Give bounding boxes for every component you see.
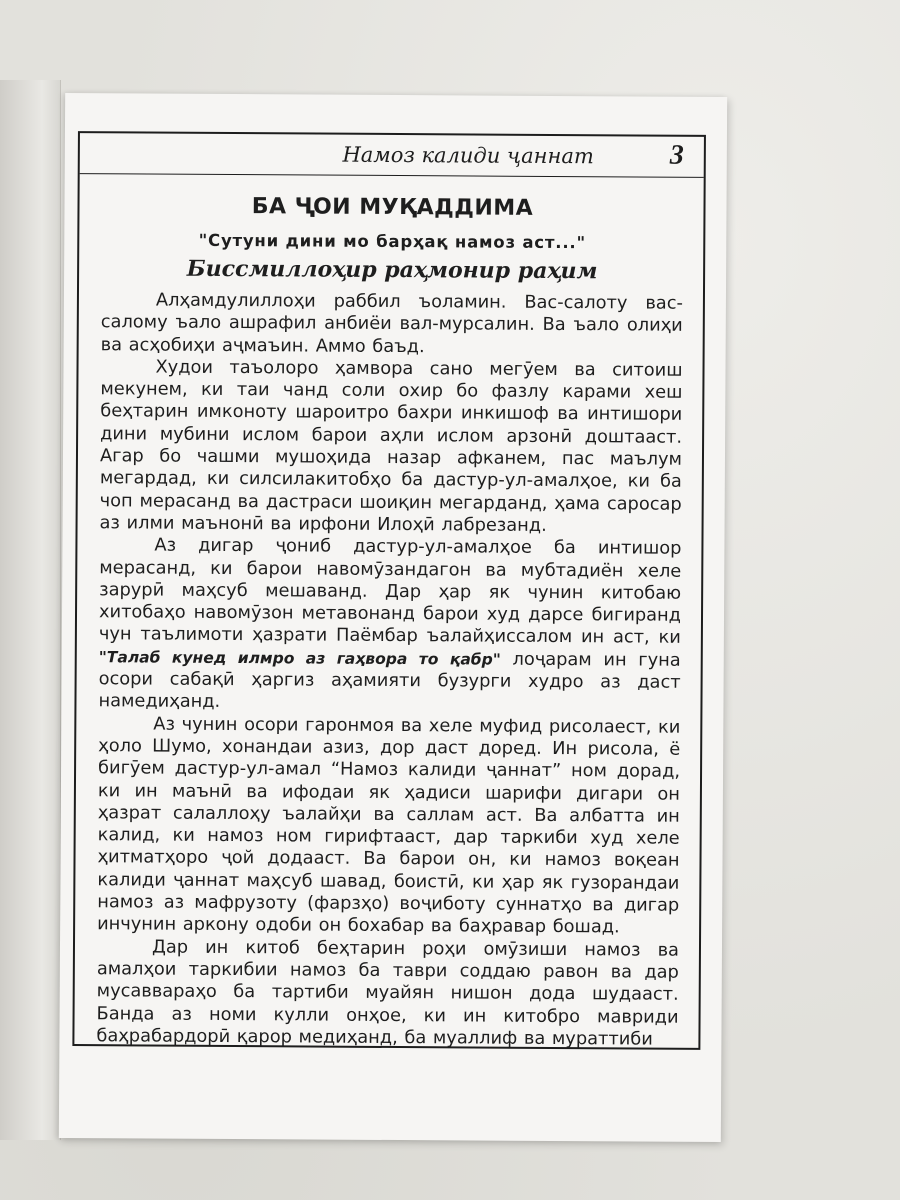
paragraph-5: Дар ин китоб беҳтарин роҳи омӯзиши намоз ва амалҳои таркибии намоз ба таври соддаю равон ва дар мусаввараҳо ба тартиби муайян нишон дода шудааст. Банда аз номи кулли онҳое, ки ин китобро мавриди баҳрабардорӣ қарор медиҳанд, ба муаллиф ва мураттиби bbox=[96, 936, 680, 1050]
paragraph-4: Аз чунин осори гаронмоя ва хеле муфид рисолаест, ки ҳоло Шумо, хонандаи азиз, дор даст доред. Ин рисола, ё бигӯем дастур-ул-амал “Намоз калиди ҷаннат” ном дорад, ки ин маънӣ ва ифодаи як ҳадиси шарифи дигари он ҳазрат салаллоҳу ъалайҳи ва саллам аст. Ва албатта ин калид, ки намоз ном гирифтааст, дар таркиби худ хеле ҳитматҳоро ҷой додааст. Ва барои он, ки намоз воқеан калиди ҷаннат маҳсуб шавад, боистӣ, ки ҳар як гузорандаи намоз аз мафрузоту (фарзҳо) воҷиботу суннатҳо ва дигар инчунин аркону одоби он бохабар ва баҳравар бошад. bbox=[97, 713, 681, 938]
section-heading: БА ҶОИ МУҚАДДИМА bbox=[251, 194, 534, 221]
epigraph: "Сутуни дини мо барҳақ намоз аст..." bbox=[198, 230, 586, 253]
book-page bbox=[59, 93, 727, 1142]
paragraph-3-text-start: Аз дигар ҷониб дастур-ул-амалҳое ба интишор мерасанд, ки барои навомӯзандагон ва мубтадиён хеле зарурӣ маҳсуб мешаванд. Дар ҳар як чунин китобаю хитобаҳо навомӯзон метавонанд барои худ дарсе бигиранд чун таълимоти ҳазрати Паёмбар ъалайҳиссалом ин аст, ки bbox=[98, 534, 682, 649]
paragraph-3 bbox=[98, 534, 681, 716]
hadith-quote: "Талаб кунед илмро аз гаҳвора то қабр" bbox=[98, 647, 501, 669]
running-header-title: Намоз калиди ҷаннат bbox=[342, 142, 594, 169]
page-content bbox=[96, 193, 683, 1051]
basmala-line: Биссмиллоҳир раҳмонир раҳим bbox=[186, 255, 598, 285]
paragraph-3-text-end: лоҷарам ин гуна осори сабақӣ ҳаргиз аҳамияти бузурги худро аз даст намедиҳанд. bbox=[98, 648, 681, 713]
paragraph-2: Худои таъолоро ҳамвора сано мегӯем ва ситоиш мекунем, ки таи чанд соли охир бо фазлу карами хеш беҳтарин имконоту шароитро бахри инкишоф ва интишори дини мубини ислом барои аҳли ислом арзонӣ доштааст. Агар бо чашми мушоҳида назар афканем, пас маълум мегардад, ки силсилакитобҳо ба дастур-ул-амалҳое, ки ба чоп мерасанд ва дастраси шоиқин мегарданд, ҳама саросар аз илми маънонӣ ва ирфони Илоҳӣ лабрезанд. bbox=[99, 356, 683, 536]
header-rule bbox=[80, 173, 704, 178]
page-frame bbox=[72, 131, 706, 1050]
page-number: 3 bbox=[669, 139, 684, 171]
paragraph-1: Алҳамдулиллоҳи раббил ъоламин. Вас-салоту вас-салому ъало ашрафил анбиёи вал-мурсалин. Ва ъало олиҳи ва асҳобиҳи аҷмаъин. Аммо баъд. bbox=[100, 289, 683, 357]
underlying-page-edge bbox=[0, 80, 61, 1140]
